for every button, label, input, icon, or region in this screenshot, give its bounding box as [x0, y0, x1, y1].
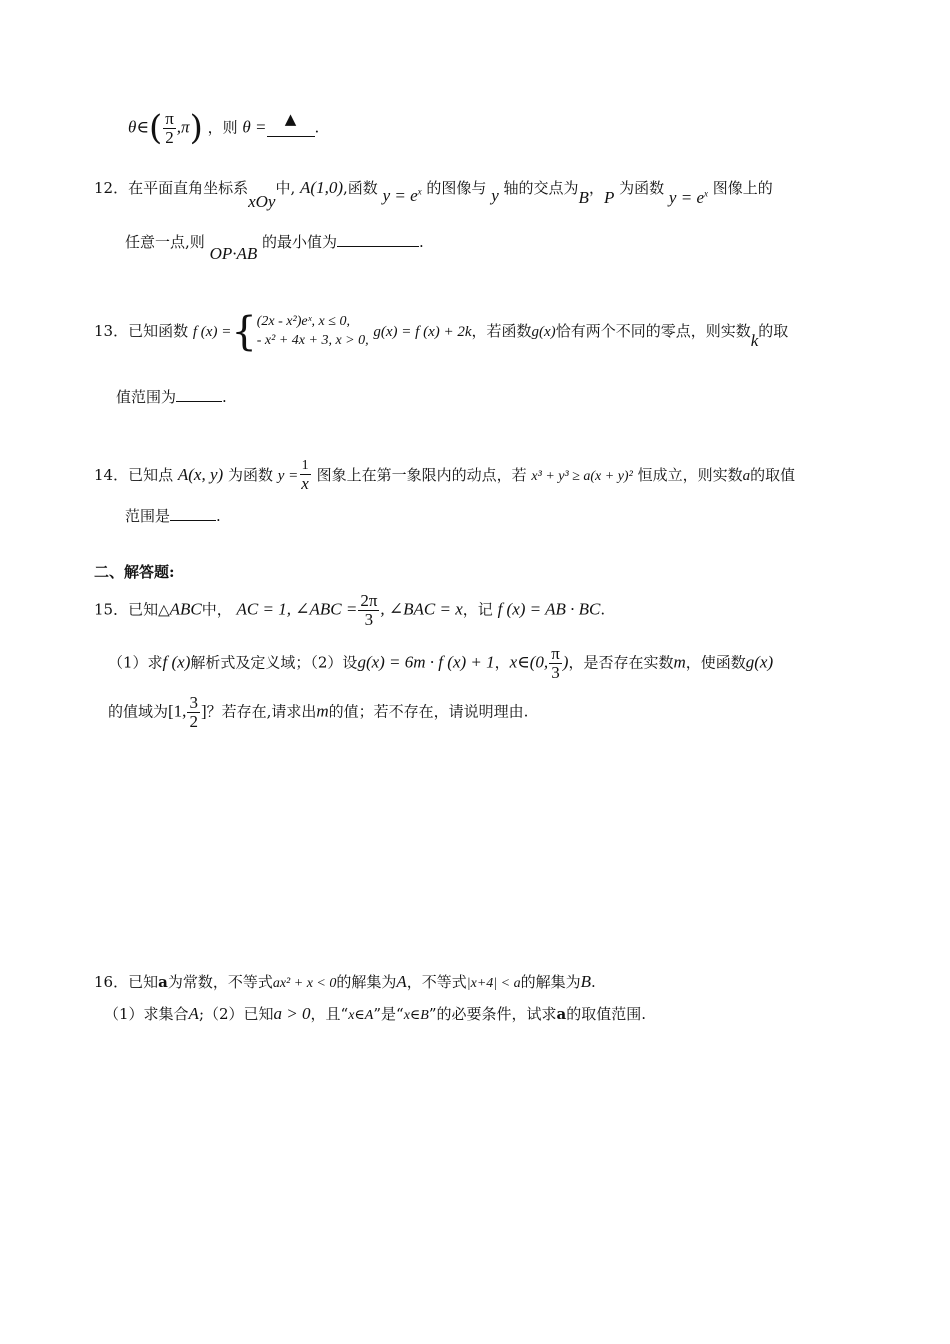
q15-line3: 的值域为[1, $\frac{3}{2}$ ]？若存在,请求出m的值；若不存在，请说明理由. [108, 693, 529, 731]
left-paren: ( [148, 108, 163, 148]
q12-line2: 任意一点,则 OP·AB 的最小值为 . [125, 233, 424, 263]
piecewise-brace: { [231, 309, 257, 355]
q16-line1: 16．已知a为常数，不等式ax² + x < 0的解集为A，不等式|x+4| < a的解集为B. [94, 972, 596, 991]
f-def: f (x) = AB · BC [497, 599, 601, 619]
q13-line1: 13．已知函数 f (x) ={ (2x - x²)eˣ, x ≤ 0, - x² + 4x + 3, x > 0, g(x) = f (x) + 2k，若函数g(x)恰有两个不同的零点，则实数k的取 [94, 309, 789, 355]
point-a: A(x, y) [177, 464, 224, 484]
triangle-icon: ▲ [284, 110, 297, 129]
q16-line2: （1）求集合A;（2）已知a > 0，且“x∈A”是“x∈B”的必要条件，试求a的取值范围. [104, 1004, 647, 1023]
q13-line2: 值范围为 . [116, 388, 227, 406]
right-paren: ) [189, 108, 203, 148]
q11-line: θ∈( $\frac{\pi}{2}$ ,π) ，则 θ = ▲ . [128, 108, 320, 148]
answer-blank [176, 401, 222, 402]
one-over-x: $\frac{1}{x}$ [301, 458, 309, 493]
q14-line1: 14．已知点 A(x, y) 为函数 y = $\frac{1}{x}$ 图象上在第一象限内的动点，若 x³ + y³ ≥ a(x + y)² 恒成立，则实数a的取值 [94, 458, 796, 493]
q15-line2: （1）求f (x)解析式及定义域；（2）设g(x) = 6m · f (x) + 1，x∈(0, $\frac{\pi}{3}$ )，是否存在实数m，使函数g(x) [108, 644, 774, 682]
func-exp-1: $y = e^x$ [382, 186, 422, 205]
q14-line2: 范围是 . [125, 507, 221, 525]
theta-eq: θ = [242, 117, 267, 137]
piecewise-cases: (2x - x²)eˣ, x ≤ 0, - x² + 4x + 3, x > 0, [256, 314, 369, 348]
q15-line1: 15．已知△ABC中， AC = 1, ∠ABC = $\frac{2\pi}{3}$ , ∠BAC = x，记 f (x) = AB · BC. [94, 591, 606, 629]
answer-blank [337, 246, 419, 247]
answer-blank [170, 520, 216, 521]
pi-end: ,π [176, 117, 190, 137]
func-exp-2: $y = e^x$ [668, 188, 708, 207]
then-text: ，则 [207, 118, 238, 137]
section-heading: 二、解答题: [94, 563, 175, 581]
gx-def: g(x) = f (x) + 2k [373, 324, 472, 340]
dot-product: OP·AB [209, 244, 258, 263]
theta-in: θ∈ [128, 117, 149, 137]
fx-label: f (x) = [192, 324, 232, 340]
answer-blank [267, 110, 315, 137]
xoy: xOy [248, 192, 276, 211]
three-over-two: $\frac{3}{2}$ [189, 693, 198, 731]
g-def: g(x) = 6m · f (x) + 1 [357, 652, 495, 672]
q12-line1: 12．在平面直角坐标系xOy中, A(1,0),函数 $y = e^x$ 的图像与 y 轴的交点为B，P 为函数 $y = e^x$ 图像上的 [94, 178, 773, 211]
inequality: x³ + y³ ≥ a(x + y)² [531, 468, 633, 484]
pi-over-3: $\frac{\pi}{3}$ [551, 644, 560, 682]
point-a: A(1,0) [300, 178, 343, 197]
pi-over-2: $\frac{\pi}{2}$ [165, 109, 174, 147]
ineq1: ax² + x < 0 [272, 976, 337, 991]
ineq2: |x+4| < a [466, 976, 521, 991]
two-pi-over-3: $\frac{2\pi}{3}$ [360, 591, 378, 629]
cond1: AC = 1, ∠ABC = [236, 599, 358, 619]
